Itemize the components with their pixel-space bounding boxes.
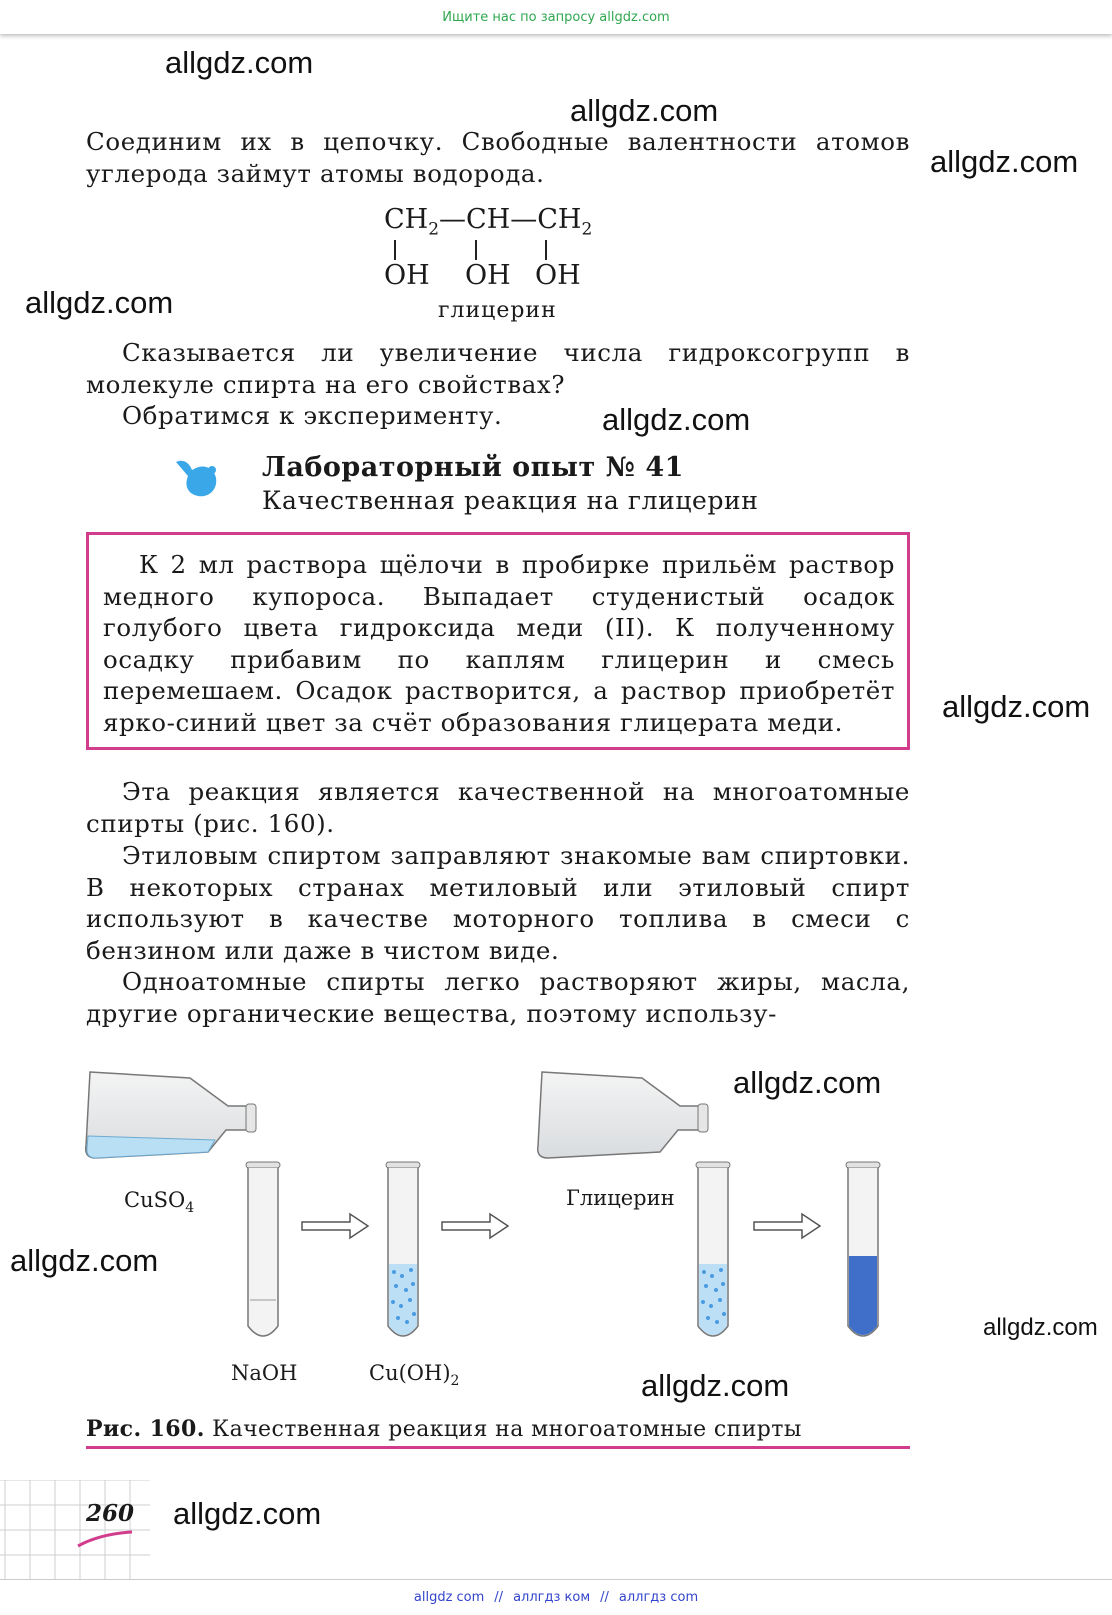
watermark: allgdz.com	[983, 1314, 1098, 1341]
bottle-glycerin	[538, 1072, 708, 1158]
question-paragraph: Сказывается ли увеличение числа гидроксогрупп в молекуле спирта на его свойствах?	[86, 338, 910, 399]
arrow-icon	[754, 1214, 820, 1238]
arrow-icon	[442, 1214, 508, 1238]
lab-subtitle: Качественная реакция на глицерин	[262, 486, 759, 515]
watermark: allgdz.com	[930, 144, 1079, 179]
footer	[0, 1579, 1112, 1615]
watermark: allgdz.com	[10, 1243, 159, 1278]
top-banner-text: Ищите нас по запросу allgdz.com	[442, 9, 670, 25]
label-cuoh2	[369, 1361, 459, 1389]
figure-160	[80, 1060, 920, 1360]
watermark: allgdz.com	[641, 1368, 790, 1403]
footer-link-a[interactable]: allgdz com	[413, 1590, 485, 1605]
bond-line	[545, 240, 547, 260]
watermark: allgdz.com	[25, 285, 174, 320]
test-tube-result	[846, 1162, 880, 1336]
formula-oh-3: OH	[535, 260, 581, 291]
watermark: allgdz.com	[173, 1496, 322, 1531]
formula-name: глицерин	[438, 298, 557, 323]
figure-caption	[86, 1416, 802, 1442]
formula-ch2-right: CH	[537, 204, 582, 235]
top-banner	[0, 0, 1112, 34]
intro-paragraph: Соединим их в цепочку. Свободные валентности атомов углерода займут атомы водорода.	[86, 127, 910, 188]
label-cuso4	[124, 1188, 194, 1216]
formula-sub-left: 2	[428, 219, 440, 240]
footer-separator: //	[600, 1590, 609, 1605]
lab-instruction-box	[86, 532, 910, 750]
page-number: 260	[86, 1500, 135, 1527]
test-tube-glycerin	[696, 1162, 730, 1336]
label-cuso4-sub: 4	[185, 1200, 195, 1217]
watermark: allgdz.com	[602, 402, 751, 437]
lab-title: Лабораторный опыт № 41	[262, 452, 684, 483]
watermark: allgdz.com	[942, 689, 1091, 724]
bond-line	[394, 240, 396, 260]
experiment-intro: Обратимся к эксперименту.	[122, 401, 503, 430]
formula-ch-mid: —CH—	[439, 204, 538, 235]
watermark: allgdz.com	[733, 1065, 882, 1100]
watermark: allgdz.com	[165, 45, 314, 80]
caption-rule	[86, 1446, 910, 1449]
page-corner-grid	[0, 1480, 150, 1580]
formula-sub-right: 2	[581, 219, 593, 240]
label-glycerin: Глицерин	[566, 1186, 675, 1210]
bottle-cuso4	[86, 1072, 256, 1158]
caption-text: Качественная реакция на многоатомные спирты	[212, 1417, 802, 1442]
paragraph-3: Одноатомные спирты легко растворяют жиры, масла, другие органические вещества, поэтому использу-	[86, 967, 910, 1028]
formula-oh-2: OH	[465, 260, 511, 291]
footer-link-c[interactable]: аллгдз com	[618, 1590, 699, 1605]
test-tube-cuoh2	[386, 1162, 420, 1336]
flask-icon	[174, 454, 222, 502]
caption-number: Рис. 160.	[86, 1416, 205, 1442]
paragraph-1: Эта реакция является качественной на многоатомные спирты (рис. 160).	[86, 777, 910, 838]
label-naoh: NaOH	[231, 1361, 298, 1385]
lab-instruction-text: К 2 мл раствора щёлочи в пробирке прильём раствор медного купороса. Выпадает студенистый осадок голубого цвета гидроксида меди (II). К полученному осадку прибавим по каплям глицерин и смесь перемешаем. Осадок растворится, а раствор приобретёт ярко-синий цвет за счёт образования глицерата меди.	[103, 550, 895, 737]
label-cuso4-text: CuSO	[124, 1188, 186, 1212]
formula-chain	[384, 204, 592, 239]
formula-ch2-left: CH	[384, 204, 429, 235]
paragraph-2: Этиловым спиртом заправляют знакомые вам спиртовки. В некоторых странах метиловый или этиловый спирт используют в качестве моторного топлива в смеси с бензином или даже в чистом виде.	[86, 841, 910, 965]
test-tube-naoh	[246, 1162, 280, 1336]
formula-oh-1: OH	[384, 260, 430, 291]
bond-line	[475, 240, 477, 260]
footer-separator: //	[494, 1590, 504, 1605]
arrow-icon	[302, 1214, 368, 1238]
label-cuoh2-sub: 2	[450, 1373, 460, 1390]
footer-link-b[interactable]: аллгдз ком	[513, 1590, 591, 1605]
label-cuoh2-text: Cu(OH)	[369, 1361, 451, 1385]
watermark: allgdz.com	[570, 93, 719, 128]
